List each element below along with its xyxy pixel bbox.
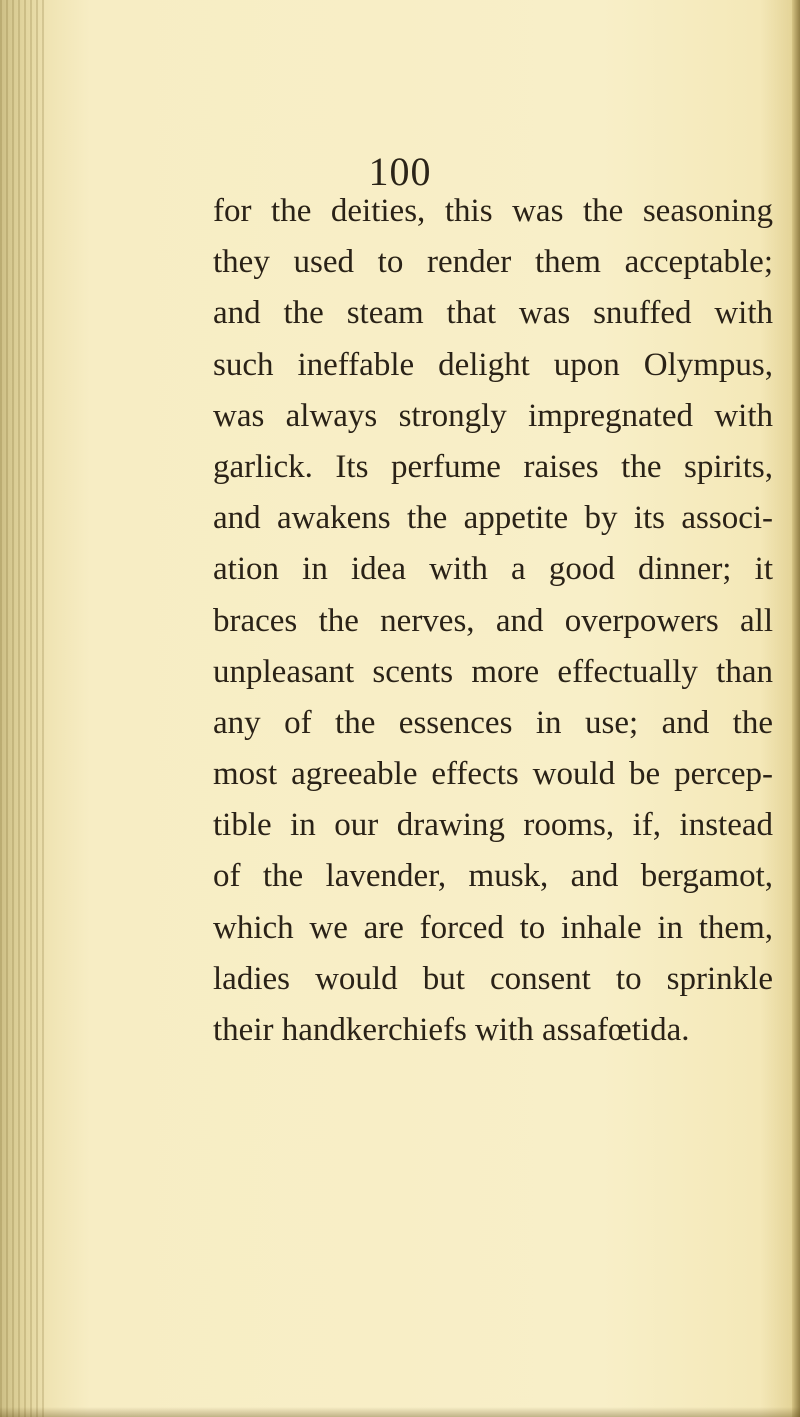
page-gutter: [0, 0, 44, 1417]
text-line: unpleasant scents more effectually than: [213, 653, 773, 690]
text-line: was always strongly impregnated with: [213, 397, 773, 434]
text-line: most agreeable effects would be percep-: [213, 756, 773, 793]
text-line: ladies would but consent to sprinkle: [213, 960, 773, 997]
text-line: tible in our drawing rooms, if, instead: [213, 807, 773, 844]
page-edge-shadow: [792, 0, 800, 1417]
body-text: [213, 186, 773, 1056]
text-line: their handkerchiefs with assafœtida.: [213, 1012, 690, 1048]
text-line: and the steam that was snuffed with: [213, 295, 773, 332]
text-line: they used to render them acceptable;: [213, 244, 773, 281]
text-line: for the deities, this was the seasoning: [213, 193, 773, 229]
text-line: any of the essences in use; and the: [213, 704, 773, 741]
text-line: garlick. Its perfume raises the spirits,: [213, 448, 773, 485]
text-line: ation in idea with a good dinner; it: [213, 551, 773, 588]
text-line: of the lavender, musk, and bergamot,: [213, 858, 773, 895]
text-line: braces the nerves, and overpowers all: [213, 602, 773, 639]
page-number: 100: [368, 149, 432, 194]
page-bottom-shadow: [0, 1407, 800, 1417]
text-line: and awakens the appetite by its associ-: [213, 500, 773, 537]
text-line: which we are forced to inhale in them,: [213, 909, 773, 946]
text-line: such ineffable delight upon Olympus,: [213, 346, 773, 383]
